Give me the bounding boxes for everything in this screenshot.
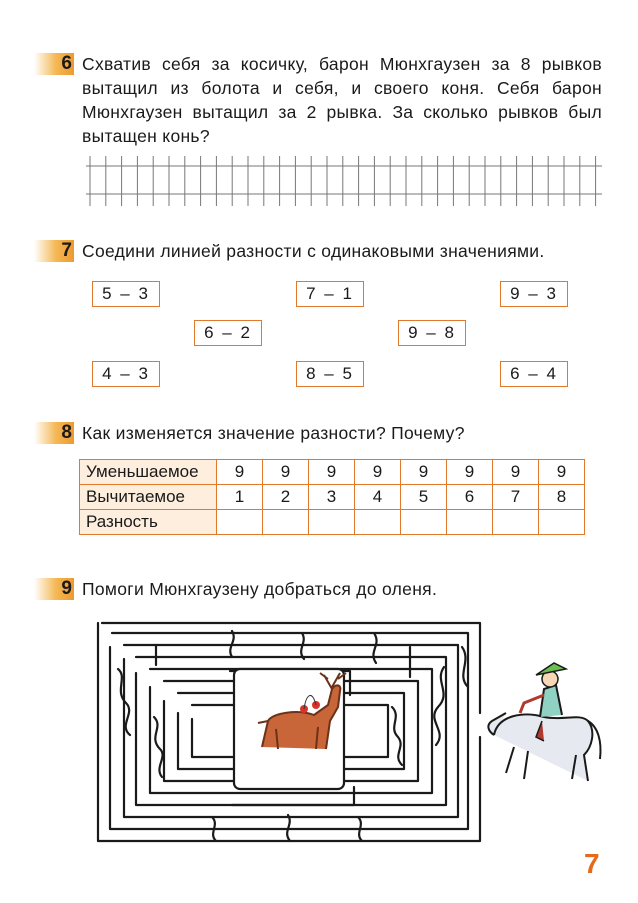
expression-box[interactable]: 9 – 3	[500, 281, 568, 307]
task-6-badge	[34, 53, 74, 75]
task-8-badge	[34, 422, 74, 444]
answer-cell[interactable]	[447, 510, 493, 535]
expression-box[interactable]: 5 – 3	[92, 281, 160, 307]
task-6-line: вытащил из болота и себя, и своего коня. Себя барон	[82, 78, 602, 98]
task-6-number: 6	[61, 53, 72, 74]
difference-table	[79, 459, 585, 535]
task-6-line: Схватив себя за косичку, барон Мюнхгаузен за 8 рывков	[82, 54, 602, 74]
expression-box[interactable]: 6 – 4	[500, 361, 568, 387]
page-number: 7	[584, 848, 600, 879]
task-6-line: вытащен конь?	[82, 126, 210, 146]
table-cell: 9	[263, 460, 309, 485]
expression-box[interactable]: 4 – 3	[92, 361, 160, 387]
task-6-text	[82, 52, 602, 148]
maze-drawing	[92, 617, 488, 847]
answer-grid-lines	[86, 154, 602, 208]
answer-cell[interactable]	[539, 510, 585, 535]
table-cell: 5	[401, 485, 447, 510]
task-6-line: Мюнхгаузен вытащил за 2 рывка. За сколько рывков был	[82, 102, 602, 122]
answer-grid[interactable]	[86, 154, 602, 208]
table-cell: 2	[263, 485, 309, 510]
expression-box[interactable]: 6 – 2	[194, 320, 262, 346]
answer-cell[interactable]	[263, 510, 309, 535]
table-cell: 3	[309, 485, 355, 510]
table-cell: 7	[493, 485, 539, 510]
task-9-badge	[34, 578, 74, 600]
table-cell: 9	[401, 460, 447, 485]
answer-cell[interactable]	[401, 510, 447, 535]
table-cell: 1	[217, 485, 263, 510]
task-9-text: Помоги Мюнхгаузену добраться до оленя.	[82, 579, 438, 599]
table-cell: 9	[539, 460, 585, 485]
table-cell: 9	[493, 460, 539, 485]
task-7-badge	[34, 240, 74, 262]
horse-rider-icon	[484, 655, 604, 790]
table-row	[80, 460, 585, 485]
table-cell: 6	[447, 485, 493, 510]
task-9-number: 9	[61, 578, 72, 599]
answer-cell[interactable]	[355, 510, 401, 535]
expression-box[interactable]: 7 – 1	[296, 281, 364, 307]
task-8-text: Как изменяется значение разности? Почему?	[82, 423, 465, 443]
table-cell: 9	[447, 460, 493, 485]
answer-cell[interactable]	[217, 510, 263, 535]
row-label: Разность	[80, 510, 217, 535]
table-row	[80, 485, 585, 510]
table-cell: 9	[217, 460, 263, 485]
task-7-number: 7	[61, 240, 72, 261]
answer-cell[interactable]	[493, 510, 539, 535]
table-cell: 8	[539, 485, 585, 510]
table-cell: 9	[355, 460, 401, 485]
row-label: Вычитаемое	[80, 485, 217, 510]
row-label: Уменьшаемое	[80, 460, 217, 485]
answer-cell[interactable]	[309, 510, 355, 535]
maze[interactable]	[92, 617, 488, 852]
task-8-number: 8	[61, 422, 72, 443]
table-row	[80, 510, 585, 535]
table-cell: 4	[355, 485, 401, 510]
task-7-text: Соедини линией разности с одинаковыми значениями.	[82, 241, 545, 261]
expression-box[interactable]: 8 – 5	[296, 361, 364, 387]
table-cell: 9	[309, 460, 355, 485]
expression-box[interactable]: 9 – 8	[398, 320, 466, 346]
